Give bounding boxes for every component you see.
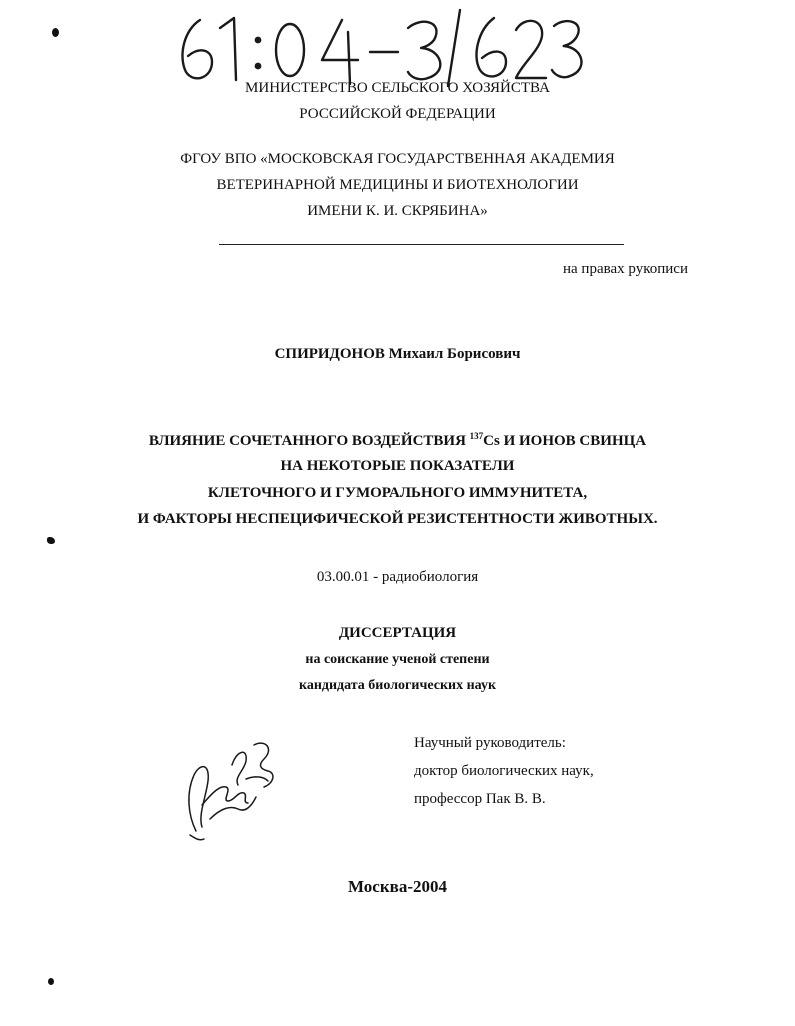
city-year: Москва-2004: [347, 877, 447, 896]
title-line-2: НА НЕКОТОРЫЕ ПОКАЗАТЕЛИ: [280, 458, 515, 474]
dissertation-line-1: на соискание ученой степени: [305, 652, 490, 667]
institution-line-3: ИМЕНИ К. И. СКРЯБИНА»: [307, 203, 488, 219]
margin-mark-top: [52, 28, 59, 37]
advisor-label: Научный руководитель:: [414, 735, 566, 751]
isotope-mass-number: 137: [469, 431, 484, 441]
advisor-degree: доктор биологических наук,: [414, 763, 594, 779]
title-line-1-end: Cs И ИОНОВ СВИНЦА: [483, 433, 647, 449]
author-name: СПИРИДОНОВ Михаил Борисович: [274, 346, 521, 362]
manuscript-note: на правах рукописи: [563, 261, 688, 277]
separator-rule: [219, 244, 624, 245]
title-line-1: [0, 432, 795, 450]
ministry-line-2: РОССИЙСКОЙ ФЕДЕРАЦИИ: [299, 106, 496, 122]
title-line-3: КЛЕТОЧНОГО И ГУМОРАЛЬНОГО ИММУНИТЕТА,: [207, 485, 588, 501]
signature-image: [176, 735, 286, 845]
dissertation-line-2: кандидата биологических наук: [298, 678, 497, 693]
institution-line-1: ФГОУ ВПО «МОСКОВСКАЯ ГОСУДАРСТВЕННАЯ АКАДЕМИЯ: [180, 151, 615, 167]
dissertation-heading: ДИССЕРТАЦИЯ: [338, 625, 457, 641]
title-line-1-start: ВЛИЯНИЕ СОЧЕТАННОГО ВОЗДЕЙСТВИЯ: [148, 433, 470, 449]
specialty-code: 03.00.01 - радиобиология: [316, 569, 479, 585]
institution-line-2: ВЕТЕРИНАРНОЙ МЕДИЦИНЫ И БИОТЕХНОЛОГИИ: [216, 177, 579, 193]
handwritten-archive-code: [172, 6, 592, 88]
margin-mark-middle: [47, 537, 55, 544]
title-line-4: И ФАКТОРЫ НЕСПЕЦИФИЧЕСКОЙ РЕЗИСТЕНТНОСТИ ЖИВОТНЫХ.: [137, 511, 658, 527]
ministry-line-1: МИНИСТЕРСТВО СЕЛЬСКОГО ХОЗЯЙСТВА: [245, 80, 550, 96]
margin-mark-bottom: [48, 978, 54, 985]
advisor-name: профессор Пак В. В.: [414, 791, 546, 807]
